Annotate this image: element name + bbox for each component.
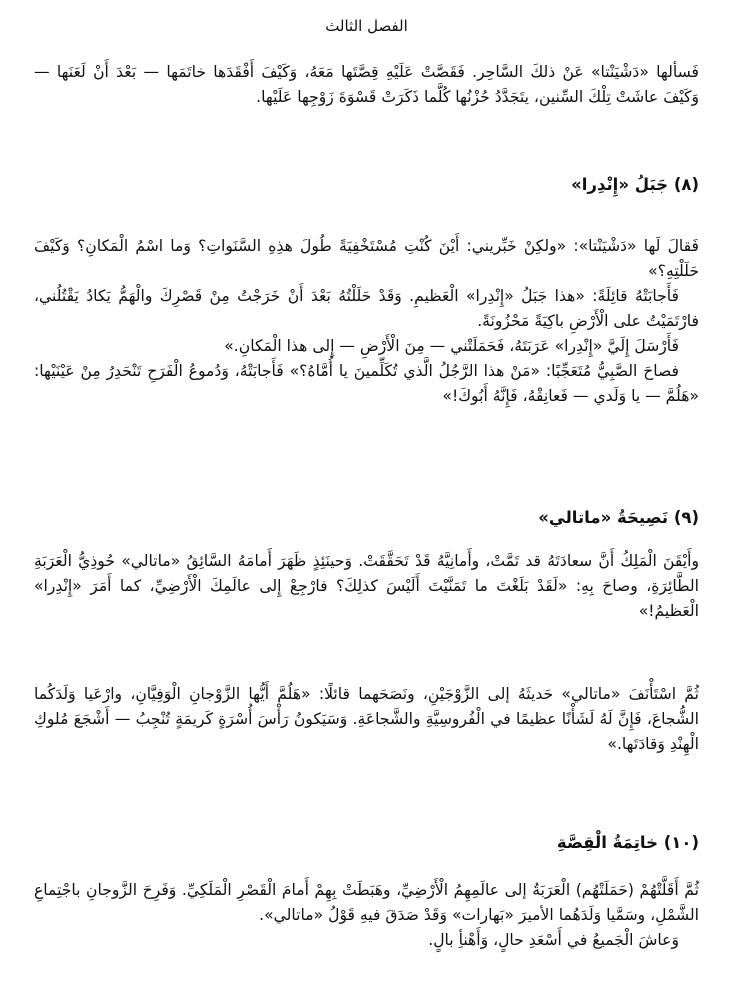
paragraph: وأَيْقَنَ الْمَلِكُ أَنَّ سعادَتَهُ قد تَمَّتْ، وأَمانِيَّهُ قَدْ تَحَقَّقَتْ. وَحينَئِذٍ ظَهَرَ أَمامَهُ السَّائِقُ «ماتالي» حُوذِيُّ الْعَرَبَةِ الطَّائِرَةِ، وصاحَ بِهِ: «لَقَدْ بَلَغْتَ ما تَمَنَّيْتَ أَلَيْسَ كذلِكَ؟ فارْجِعْ إِلى عالَمِكَ الْأَرْضِيِّ، كما أَمَرَ «إِنْدِرا» الْعَظيمُ!» bbox=[34, 552, 699, 620]
section-heading-10: (١٠) خاتِمَةُ الْقِصَّةِ bbox=[556, 833, 699, 852]
section-10 bbox=[34, 830, 699, 856]
section-10-body bbox=[34, 878, 699, 953]
paragraph: ثُمَّ اسْتَأْنَفَ «ماتالي» حَديثَهُ إلى الزَّوْجَيْنِ، ونَصَحَهما قائلًا: «هَلُمَّ أَيُّها الزَّوْجانِ الْوَفِيَّانِ، وارْعَيا وَلَدَكُما الشُّجاعَ، فَإِنَّ لَهُ لَشَأْنًا عظيمًا في الْفُروسِيَّةِ والشَّجاعَةِ. وَسَيَكونُ رَأْسَ أُسْرَةٍ كَريمَةٍ تُنْجِبُ — أَشْجَعَ مُلوكِ الْهِنْدِ وَقادَتَها.» bbox=[34, 685, 699, 753]
paragraph: ثُمَّ أَقَلَّتْهُمْ (حَمَلَتْهُم) الْعَرَبَةُ إلى عالَمِهِمُ الْأَرْضِيِّ، وهَبَطَتْ بِهِمْ أَمامَ الْقَصْرِ الْمَلَكِيِّ. وَفَرِحَ الزَّوجانِ باجْتِماعِ الشَّمْلِ، وسَمَّيا وَلَدَهُما الأميرَ «بَهارات» وَقَدْ صَدَقَ فيهِ قَوْلُ «ماتالي». bbox=[34, 881, 699, 924]
paragraph: فَأَرْسَلَ إِلَيَّ «إِنْدِرا» عَرَبَتَهُ، فَحَمَلَتْني — مِنَ الْأَرْضِ — إِلى هذا الْمَكانِ.» bbox=[224, 337, 679, 355]
intro-block bbox=[34, 60, 699, 110]
paragraph: فصاحَ الصَّبِيُّ مُتَعَجِّبًا: «مَنْ هذا الرَّجُلُ الَّذي تُكَلِّمينَ يا أُمَّاهُ؟» فَأَجابَتْهُ، وَدُموعُ الْفَرَحِ تَنْحَدِرُ مِنْ عَيْنَيْها: «هَلُمَّ — يا وَلَدي — فَعانِقْهُ، فَإِنَّهُ أَبُوكَ!» bbox=[34, 362, 699, 405]
section-9-body-1 bbox=[34, 549, 699, 624]
section-8 bbox=[34, 172, 699, 198]
section-heading-8: (٨) جَبَلُ «إِنْدِرا» bbox=[571, 175, 699, 194]
section-8-body bbox=[34, 234, 699, 409]
intro-paragraph: فَسألها «دَشْيَنْتا» عَنْ ذلكَ السَّاحِر. فَقَصَّتْ عَلَيْهِ قِصَّتَها مَعَهُ، وَكَيْفَ أَفْقَدَها خاتَمَها — بَعْدَ أَنْ لَعَنَها — وَكَيْفَ عاشَتْ تِلْكَ السِّنين، يتَجَدَّدُ حُزْنُها كُلَّما ذَكَرَتْ قَسْوَةَ زَوْجِها عَلَيْها. bbox=[34, 63, 699, 106]
section-9 bbox=[34, 505, 699, 531]
section-heading-9: (٩) نَصِيحَةُ «ماتالي» bbox=[538, 508, 699, 527]
paragraph: فَأَجابَتْهُ قائِلَةً: «هذا جَبَلُ «إِنْدِرا» الْعَظيمِ. وَقَدْ حَلَلْتُهُ بَعْدَ أَنْ خَرَجْتُ مِنْ قَصْرِكَ والْهَمُّ يَكادُ يَقْتُلُني، فارْتَمَيْتُ على الْأَرْضِ باكِيَةً مَحْزُونَةً. bbox=[34, 287, 699, 330]
section-9-body-2 bbox=[34, 682, 699, 757]
paragraph: فَقالَ لَها «دَشْيَنْتا»: «ولكِنْ خَبِّريني: أَيْنَ كُنْتِ مُسْتَخْفِيَةً طُولَ هذِهِ السَّنَواتِ؟ وَما اسْمُ الْمَكانِ؟ وَكَيْفَ حَلَلْتِهِ؟» bbox=[34, 237, 699, 280]
running-head: الفصل الثالث bbox=[325, 17, 408, 35]
paragraph: وَعاشَ الْجَميعُ في أَسْعَدِ حالٍ، وَأَهْنأِ بالٍ. bbox=[428, 931, 679, 949]
